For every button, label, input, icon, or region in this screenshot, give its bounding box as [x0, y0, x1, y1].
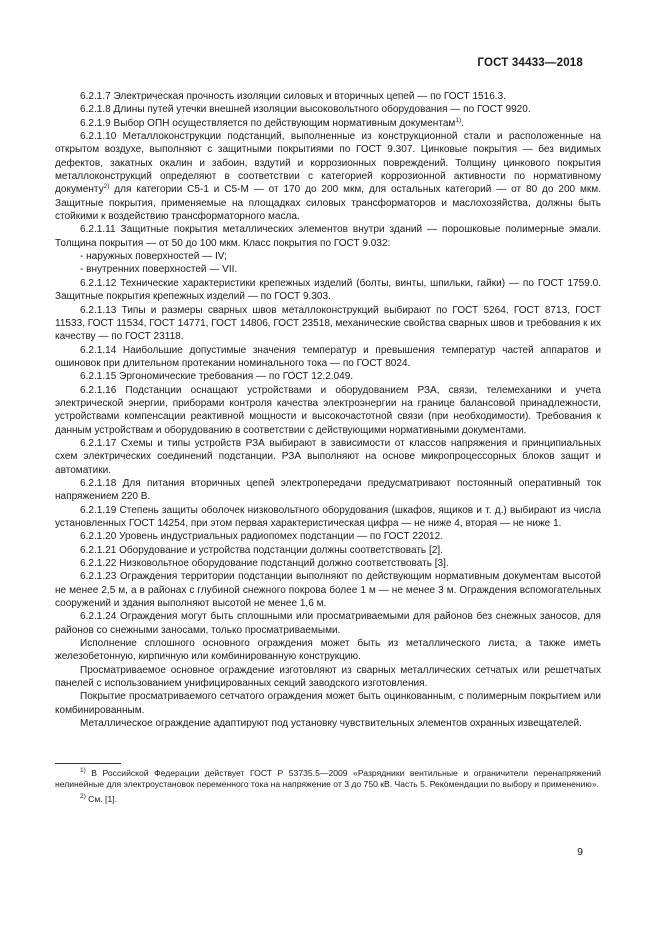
- list-item: - внутренних поверхностей — VII.: [80, 264, 238, 276]
- paragraph: 6.2.1.13 Типы и размеры сварных швов металлоконструкций выбирают по ГОСТ 5264, ГОСТ 8713, ГОСТ 11533, ГОСТ 11534, ГОСТ 14771, ГОСТ 14806, ГОСТ 23518, механические свойства сварных швов и требования к их качеству — по ГОСТ 23118.: [55, 304, 601, 343]
- paragraph: 6.2.1.23 Ограждения территории подстанции выполняют по действующим нормативным документам высотой не менее 2,5 м, а в районах с глубиной снежного покрова более 1 м — не менее 3 м. Ограждения вспомогательных сооружений и здания выполняют высотой не менее 1,6 м.: [55, 571, 601, 610]
- footnotes: [55, 768, 601, 808]
- paragraph: 6.2.1.14 Наибольшие допустимые значения температур и превышения температур частей аппаратов и ошиновок при длительном протекании номинального тока — по ГОСТ 8024.: [55, 344, 601, 369]
- paragraph: 6.2.1.18 Для питания вторичных цепей электропередачи предусматривают постоянный оперативный ток напряжением 220 В.: [55, 477, 601, 503]
- paragraph: 6.2.1.12 Технические характеристики крепежных изделий (болты, винты, шпильки, гайки) — по ГОСТ 1759.0. Защитные покрытия крепежных изделий — по ГОСТ 9.303.: [55, 277, 601, 303]
- paragraph: 6.2.1.17 Схемы и типы устройств РЗА выбирают в зависимости от классов напряжения и принципиальных схем электрических соединений подстанции. РЗА выполняют на основе микропроцессорных блоков защит и автоматики.: [55, 437, 601, 476]
- paragraph: Покрытие просматриваемого сетчатого ограждения может быть оцинкованным, с полимерным покрытием или комбинированным.: [55, 691, 601, 716]
- paragraph: Просматриваемое основное ограждение изготовляют из сварных металлических сетчатых или решетчатых панелей с использованием унифицированных секций заводского изготовления.: [55, 664, 601, 690]
- paragraph: 6.2.1.11 Защитные покрытия металлических элементов внутри зданий — порошковые полимерные эмали. Толщина покрытия — от 50 до 100 мкм. Класс покрытия по ГОСТ 9.032:: [55, 224, 601, 249]
- footnote-mark: 1): [80, 767, 86, 774]
- paragraph: 6.2.1.10 Металлоконструкции подстанций, выполненные из конструкционной стали и расположенные на открытом воздухе, выполняют с защитными покрытиями по ГОСТ 9.307. Цинковые покрытия — без видимых дефектов, закатных окалин и забоин, вздутий и коррозионных повреждений. Толщину цинкового покрытия металлоконструкций определяют в соответствии с категорией коррозионной активности по нормативному документу$^{2)}$ для категории С5-1 и С5-М — от 170 до 200 мкм, для остальных категорий — от 80 до 200 мкм. Защитные покрытия, применяемые на площадках силовых трансформаторов и маслохозяйства, должны быть стойкими к воздействию трансформаторного масла.: [55, 131, 601, 223]
- main-text: [55, 90, 601, 731]
- footnote: $^{2)}$ См. [1].: [80, 792, 118, 804]
- paragraph: 6.2.1.9 Выбор ОПН осуществляется по действующим нормативным документам$^{1)}$.: [80, 116, 464, 129]
- document-code-header: ГОСТ 34433—2018: [477, 57, 583, 69]
- paragraph: 6.2.1.20 Уровень индустриальных радиопомех подстанции — по ГОСТ 22012.: [80, 531, 443, 543]
- paragraph: Исполнение сплошного основного ограждения может быть из металлического листа, а также иметь железобетонную, кирпичную или комбинированную конструкцию.: [55, 638, 601, 663]
- paragraph: Металлическое ограждение адаптируют под установку чувствительных элементов охранных извещателей.: [80, 718, 582, 730]
- paragraph: 6.2.1.22 Низковольтное оборудование подстанций должно соответствовать [3].: [80, 558, 449, 570]
- paragraph: 6.2.1.16 Подстанции оснащают устройствами и оборудованием РЗА, связи, телемеханики и учета электрической энергии, приборами контроля качества электроэнергии на границе балансовой принадлежности, устройствами компенсации реактивной мощности и высокочастотной связи (при необходимости). Требования к данным устройствам и оборудованию в соответствии с действующими нормативными документами.: [55, 384, 601, 436]
- paragraph: 6.2.1.8 Длины путей утечки внешней изоляции высоковольтного оборудования — по ГОСТ 9920.: [80, 104, 531, 116]
- footnote-mark: 2): [80, 792, 86, 800]
- paragraph: 6.2.1.24 Ограждения могут быть сплошными или просматриваемыми для районов без снежных заносов, для районов со снежными заносами, только просматриваемыми.: [55, 611, 601, 636]
- footnote-separator: [55, 763, 121, 764]
- paragraph: 6.2.1.19 Степень защиты оболочек низковольтного оборудования (шкафов, ящиков и т. д.) выбирают из числа установленных ГОСТ 14254, при этом первая характеристическая цифра — не ниже 4, вторая — не ниже 1.: [55, 504, 601, 529]
- page-number: 9: [577, 846, 583, 858]
- footnote: $^{1)}$ В Российской Федерации действует ГОСТ Р 53735.5—2009 «Разрядники вентильные и ограничители перенапряжений нелинейные для электроустановок переменного тока на напряжение от 3 до 750 кВ. Часть 5. Рекомендации по выбору и применению».: [55, 767, 601, 790]
- footnote-ref: 1): [455, 116, 462, 124]
- paragraph: 6.2.1.21 Оборудование и устройства подстанции должны соответствовать [2].: [80, 544, 443, 556]
- list-item: - наружных поверхностей — IV;: [80, 251, 227, 263]
- paragraph: 6.2.1.7 Электрическая прочность изоляции силовых и вторичных цепей — по ГОСТ 1516.3.: [80, 91, 506, 102]
- footnote-ref: 2): [103, 183, 110, 191]
- paragraph: 6.2.1.15 Эргономические требования — по ГОСТ 12.2.049.: [80, 371, 354, 383]
